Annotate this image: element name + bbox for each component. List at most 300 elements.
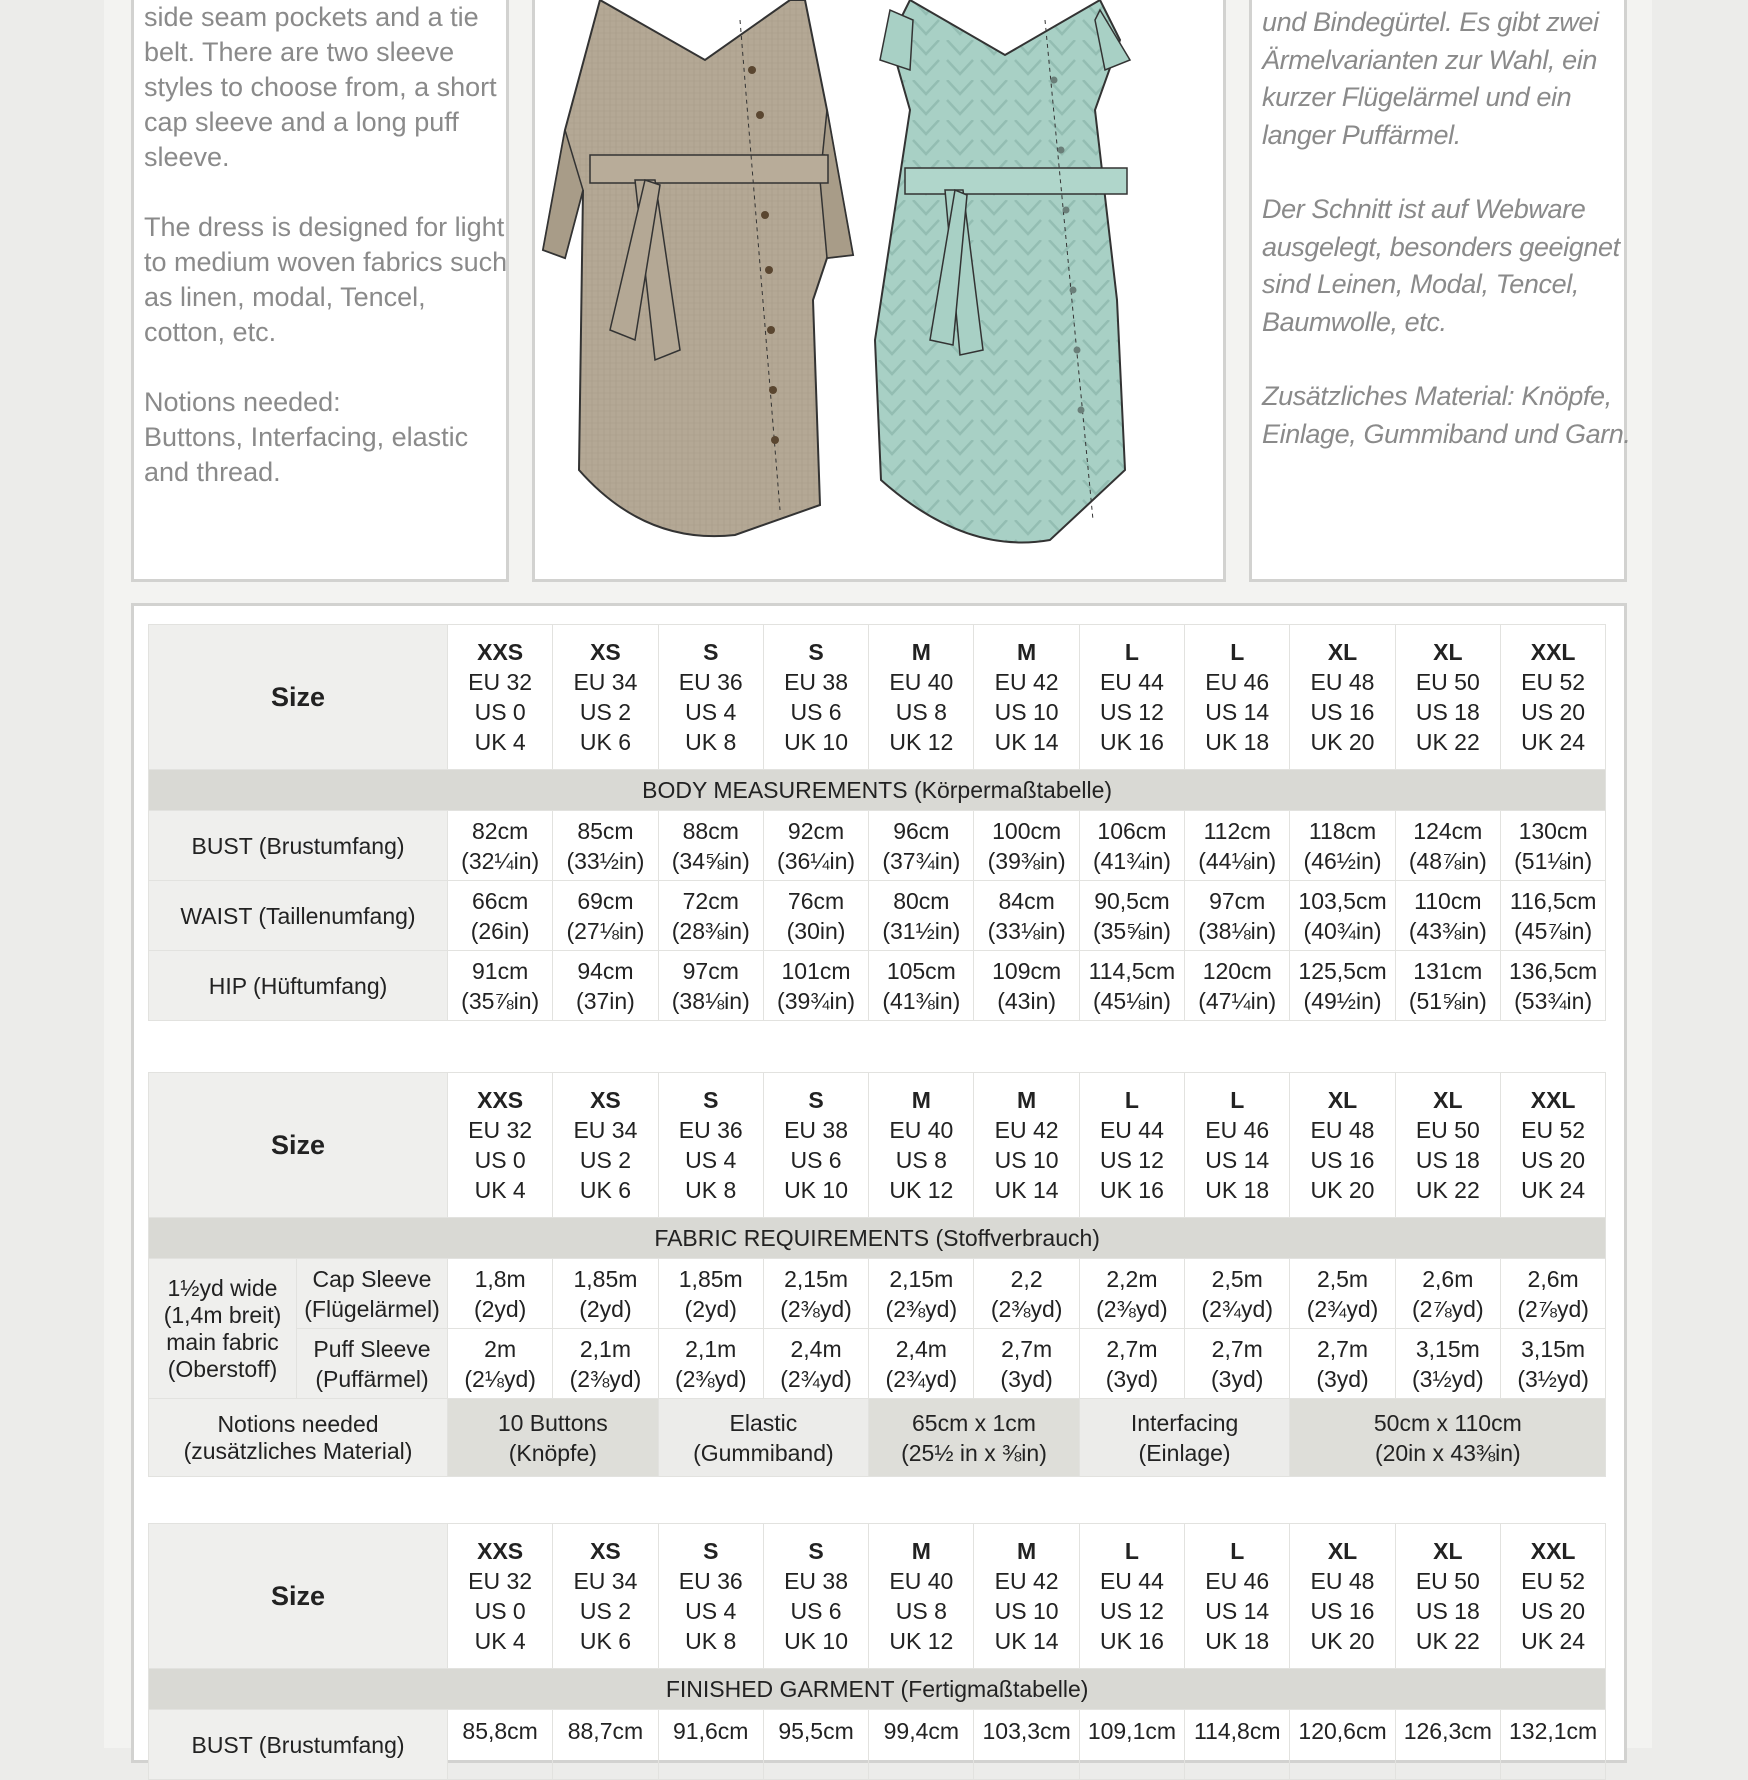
value-in: (47¼in) xyxy=(1198,987,1277,1014)
section-title: FABRIC REQUIREMENTS (Stoffverbrauch) xyxy=(149,1218,1606,1259)
measurement-row xyxy=(149,951,1606,1021)
value-yd: (2⅜yd) xyxy=(569,1365,642,1392)
intro-en-paragraph-3 xyxy=(144,385,512,490)
size-uk: UK 8 xyxy=(685,729,737,755)
notion-item xyxy=(1290,1399,1606,1477)
value-cm: 66cm xyxy=(472,887,529,914)
value-in: (35⅝in) xyxy=(1092,917,1171,944)
notions-row xyxy=(149,1399,1606,1477)
size-us: US 4 xyxy=(685,1598,737,1624)
measurement-cell xyxy=(1395,881,1500,951)
size-eu: EU 48 xyxy=(1310,1568,1375,1594)
size-uk: UK 10 xyxy=(784,1628,848,1654)
size-uk: UK 22 xyxy=(1415,1177,1480,1203)
size-us: US 6 xyxy=(790,1147,842,1173)
value-yd: (2¾yd) xyxy=(780,1365,852,1392)
value-cm: 120,6cm xyxy=(1298,1718,1387,1744)
size-us: US 14 xyxy=(1205,699,1270,725)
size-name: M xyxy=(1017,1087,1037,1113)
intro-en-notions-list: Buttons, Interfacing, elastic and thread. xyxy=(144,422,469,487)
size-name: M xyxy=(911,639,931,665)
size-column-9 xyxy=(1290,1524,1395,1669)
value-m: 2,1m xyxy=(579,1335,632,1362)
size-us: US 10 xyxy=(994,1147,1059,1173)
measurement-cell xyxy=(869,1710,974,1780)
intro-german-text xyxy=(1262,4,1632,453)
value-m: 1,85m xyxy=(573,1265,638,1292)
value-m: 2,4m xyxy=(895,1335,947,1362)
size-us: US 0 xyxy=(474,699,526,725)
size-name: S xyxy=(808,1087,824,1113)
measurement-cell xyxy=(974,881,1079,951)
size-eu: EU 40 xyxy=(889,1117,954,1143)
size-name: XL xyxy=(1433,639,1463,665)
value-m: 2,6m xyxy=(1422,1265,1474,1292)
size-eu: EU 36 xyxy=(678,669,743,695)
value-yd: (3yd) xyxy=(1211,1365,1264,1392)
row-label: BUST (Brustumfang) xyxy=(149,1710,448,1780)
main-fabric-label-line: 1½yd wide xyxy=(167,1274,278,1301)
main-fabric-label-line: (1,4m breit) xyxy=(163,1301,282,1328)
notions-label xyxy=(149,1399,448,1477)
size-uk: UK 22 xyxy=(1415,729,1480,755)
notions-label-line: Notions needed xyxy=(217,1410,379,1437)
measurement-cell xyxy=(553,951,658,1021)
value-yd: (3yd) xyxy=(1316,1365,1369,1392)
measurement-cell xyxy=(869,881,974,951)
fabric-cell xyxy=(1290,1329,1395,1399)
main-fabric-label-line: (Oberstoff) xyxy=(167,1355,278,1382)
long-sleeve-dress-illustration xyxy=(543,0,853,536)
notion-item-line: (Knöpfe) xyxy=(508,1439,597,1466)
size-name: XL xyxy=(1433,1087,1463,1113)
intro-en-notions-heading: Notions needed: xyxy=(144,387,341,417)
value-cm: 114,5cm xyxy=(1088,957,1176,984)
measurement-cell xyxy=(763,1710,868,1780)
size-name: M xyxy=(911,1538,931,1564)
fabric-cell xyxy=(1500,1329,1605,1399)
finished-garment-table xyxy=(148,1523,1606,1780)
size-us: US 14 xyxy=(1205,1598,1270,1624)
value-in: (39⅜in) xyxy=(987,847,1066,874)
size-name: S xyxy=(703,639,719,665)
fabric-cell xyxy=(448,1329,553,1399)
value-yd: (2⅞yd) xyxy=(1517,1295,1589,1322)
size-eu: EU 36 xyxy=(678,1568,743,1594)
value-cm: 91,6cm xyxy=(673,1718,749,1744)
value-in: (38⅛in) xyxy=(671,987,750,1014)
value-cm: 88cm xyxy=(682,817,739,844)
fabric-cell xyxy=(1395,1259,1500,1329)
size-name: L xyxy=(1230,1538,1245,1564)
measurement-cell xyxy=(658,811,763,881)
fabric-cell xyxy=(1185,1329,1290,1399)
value-cm: 110cm xyxy=(1414,887,1482,914)
size-header-row xyxy=(149,1524,1606,1669)
size-column-2 xyxy=(553,625,658,770)
size-name: XXS xyxy=(477,639,524,665)
value-cm: 82cm xyxy=(472,817,529,844)
size-us: US 2 xyxy=(579,699,632,725)
measurement-cell xyxy=(448,1710,553,1780)
notion-item xyxy=(1079,1399,1290,1477)
value-in: (34⅝in) xyxy=(671,847,750,874)
dress-illustrations xyxy=(535,0,1223,580)
value-cm: 132,1cm xyxy=(1509,1718,1598,1744)
size-column-4 xyxy=(763,1524,868,1669)
size-column-4 xyxy=(763,1073,868,1218)
size-name: M xyxy=(911,1087,931,1113)
measurement-cell xyxy=(1500,881,1605,951)
size-label: Size xyxy=(149,1524,448,1669)
size-us: US 10 xyxy=(994,1598,1059,1624)
value-m: 2,15m xyxy=(784,1265,848,1292)
value-cm: 85,8cm xyxy=(462,1718,538,1744)
value-cm: 69cm xyxy=(577,887,634,914)
value-in: (51⅝in) xyxy=(1408,987,1487,1014)
value-cm: 118cm xyxy=(1308,817,1377,844)
fabric-cell xyxy=(974,1329,1079,1399)
fabric-cell xyxy=(1079,1259,1184,1329)
value-m: 2,7m xyxy=(1211,1335,1263,1362)
size-us: US 16 xyxy=(1310,1598,1375,1624)
intro-en-paragraph-2: The dress is designed for light to medium woven fabrics such as linen, modal, Tencel, cotton, etc. xyxy=(144,212,508,347)
size-uk: UK 16 xyxy=(1099,1628,1164,1654)
size-column-6 xyxy=(974,1073,1079,1218)
value-yd: (3yd) xyxy=(1000,1365,1053,1392)
size-column-7 xyxy=(1079,1073,1184,1218)
value-cm: 126,3cm xyxy=(1403,1718,1492,1744)
value-in: (27⅛in) xyxy=(566,917,645,944)
value-in: (40¾in) xyxy=(1303,917,1382,944)
value-yd: (2yd) xyxy=(473,1295,527,1322)
value-m: 2,4m xyxy=(790,1335,842,1362)
value-yd: (2⅞yd) xyxy=(1412,1295,1484,1322)
value-cm: 76cm xyxy=(787,887,845,914)
value-in: (44⅛in) xyxy=(1198,847,1277,874)
size-eu: EU 50 xyxy=(1415,1568,1480,1594)
value-yd: (2¾yd) xyxy=(885,1365,958,1392)
size-us: US 6 xyxy=(790,699,842,725)
size-name: L xyxy=(1124,1538,1139,1564)
size-us: US 18 xyxy=(1415,1598,1480,1624)
measurement-row xyxy=(149,881,1606,951)
measurement-cell xyxy=(448,881,553,951)
measurement-cell xyxy=(553,1710,658,1780)
size-eu: EU 42 xyxy=(994,1568,1059,1594)
size-uk: UK 12 xyxy=(889,1628,954,1654)
value-yd: (2yd) xyxy=(579,1295,632,1322)
notion-item-line: 10 Buttons xyxy=(497,1409,608,1436)
value-yd: (3yd) xyxy=(1105,1365,1159,1392)
sleeve-label xyxy=(297,1259,448,1329)
fabric-cell xyxy=(658,1259,763,1329)
value-m: 2,7m xyxy=(1001,1335,1053,1362)
size-us: US 2 xyxy=(579,1147,632,1173)
value-m: 2,5m xyxy=(1316,1265,1369,1292)
measurement-cell xyxy=(1500,811,1605,881)
size-column-7 xyxy=(1079,1524,1184,1669)
value-cm: 103,5cm xyxy=(1298,887,1387,914)
measurement-cell xyxy=(1185,951,1290,1021)
size-name: M xyxy=(1017,639,1037,665)
size-name: L xyxy=(1230,639,1245,665)
value-yd: (2⅛yd) xyxy=(464,1365,536,1392)
measurement-cell xyxy=(1290,811,1395,881)
value-m: 3,15m xyxy=(1521,1335,1586,1362)
size-eu: EU 42 xyxy=(994,669,1059,695)
value-cm: 124cm xyxy=(1413,817,1483,844)
row-label: BUST (Brustumfang) xyxy=(149,811,448,881)
measurement-cell xyxy=(1500,951,1605,1021)
value-cm: 91cm xyxy=(472,957,529,984)
value-cm: 103,3cm xyxy=(982,1718,1071,1744)
size-us: US 8 xyxy=(895,1147,947,1173)
size-eu: EU 44 xyxy=(1099,669,1164,695)
size-column-5 xyxy=(869,1524,974,1669)
finished-row xyxy=(149,1710,1606,1780)
size-us: US 2 xyxy=(579,1598,632,1624)
value-m: 2,1m xyxy=(685,1335,737,1362)
value-in: (45⅞in) xyxy=(1514,917,1593,944)
size-uk: UK 20 xyxy=(1310,1628,1375,1654)
value-cm: 99,4cm xyxy=(883,1718,960,1744)
value-cm: 109cm xyxy=(992,957,1062,984)
value-in: (33⅛in) xyxy=(987,917,1066,944)
measurement-cell xyxy=(553,881,658,951)
measurement-cell xyxy=(553,811,658,881)
size-eu: EU 38 xyxy=(784,1117,848,1143)
value-m: 2,7m xyxy=(1316,1335,1369,1362)
size-us: US 16 xyxy=(1310,1147,1375,1173)
sleeve-label-line: (Puffärmel) xyxy=(315,1365,429,1392)
fabric-cell xyxy=(553,1259,658,1329)
size-us: US 12 xyxy=(1099,1598,1164,1624)
value-cm: 106cm xyxy=(1097,817,1167,844)
size-column-10 xyxy=(1395,625,1500,770)
fabric-cell xyxy=(1079,1329,1184,1399)
measurement-cell xyxy=(1185,1710,1290,1780)
size-column-3 xyxy=(658,625,763,770)
value-cm: 120cm xyxy=(1202,957,1272,984)
notions-label-line: (zusätzliches Material) xyxy=(183,1437,413,1464)
measurement-cell xyxy=(1079,1710,1184,1780)
size-column-7 xyxy=(1079,625,1184,770)
value-in: (48⅞in) xyxy=(1408,847,1487,874)
notion-item-line: Elastic xyxy=(729,1409,798,1436)
value-cm: 97cm xyxy=(682,957,739,984)
size-us: US 0 xyxy=(474,1147,526,1173)
size-name: XL xyxy=(1327,639,1358,665)
size-label: Size xyxy=(149,1073,448,1218)
value-yd: (2⅜yd) xyxy=(674,1365,747,1392)
value-m: 3,15m xyxy=(1415,1335,1480,1362)
size-uk: UK 18 xyxy=(1205,729,1270,755)
measurement-cell xyxy=(1079,811,1184,881)
fabric-cell xyxy=(869,1259,974,1329)
size-eu: EU 38 xyxy=(784,669,848,695)
value-yd: (2⅜yd) xyxy=(780,1295,852,1322)
section-band xyxy=(149,770,1606,811)
fabric-cell xyxy=(763,1329,868,1399)
value-cm: 97cm xyxy=(1209,887,1266,914)
size-us: US 18 xyxy=(1415,699,1480,725)
size-us: US 20 xyxy=(1521,1598,1586,1624)
value-cm: 112cm xyxy=(1203,817,1271,844)
size-name: XL xyxy=(1327,1087,1358,1113)
size-eu: EU 50 xyxy=(1415,1117,1480,1143)
size-us: US 0 xyxy=(474,1598,526,1624)
value-m: 2,2 xyxy=(1010,1265,1043,1292)
fabric-cell xyxy=(1185,1259,1290,1329)
size-name: S xyxy=(808,1538,824,1564)
sleeve-label-line: (Flügelärmel) xyxy=(304,1295,440,1322)
value-in: (37in) xyxy=(576,987,635,1014)
notion-item xyxy=(658,1399,869,1477)
size-column-6 xyxy=(974,1524,1079,1669)
value-cm: 125,5cm xyxy=(1298,957,1387,984)
measurement-cell xyxy=(974,951,1079,1021)
value-yd: (3½yd) xyxy=(1517,1365,1589,1392)
measurement-cell xyxy=(658,881,763,951)
size-name: XXL xyxy=(1530,639,1576,665)
size-name: XXL xyxy=(1530,1087,1576,1113)
value-in: (35⅞in) xyxy=(461,987,540,1014)
measurement-cell xyxy=(763,951,868,1021)
size-column-4 xyxy=(763,625,868,770)
size-name: XS xyxy=(590,639,621,665)
size-eu: EU 52 xyxy=(1521,1568,1586,1594)
value-yd: (2¾yd) xyxy=(1306,1295,1379,1322)
value-in: (28⅜in) xyxy=(671,917,750,944)
notion-item-line: (20in x 43⅜in) xyxy=(1374,1439,1521,1466)
value-yd: (2⅜yd) xyxy=(1096,1295,1168,1322)
section-title: BODY MEASUREMENTS (Körpermaßtabelle) xyxy=(149,770,1606,811)
fabric-cell xyxy=(974,1259,1079,1329)
size-name: XXL xyxy=(1530,1538,1576,1564)
size-uk: UK 10 xyxy=(784,1177,848,1203)
size-us: US 12 xyxy=(1099,1147,1164,1173)
intro-en-paragraph-1: side seam pockets and a tie belt. There are two sleeve styles to choose from, a short cap sleeve and a long puff sleeve. xyxy=(144,2,497,172)
value-m: 2,6m xyxy=(1527,1265,1579,1292)
value-cm: 92cm xyxy=(787,817,845,844)
notion-item-line: Interfacing xyxy=(1130,1409,1239,1436)
measurement-cell xyxy=(448,811,553,881)
measurement-cell xyxy=(974,1710,1079,1780)
size-eu: EU 46 xyxy=(1205,669,1270,695)
size-eu: EU 32 xyxy=(468,669,533,695)
size-uk: UK 10 xyxy=(784,729,848,755)
size-eu: EU 50 xyxy=(1415,669,1480,695)
size-eu: EU 44 xyxy=(1099,1568,1164,1594)
value-m: 2,2m xyxy=(1106,1265,1158,1292)
measurement-row xyxy=(149,811,1606,881)
value-cm: 96cm xyxy=(893,817,950,844)
size-uk: UK 6 xyxy=(579,1177,632,1203)
size-eu: EU 52 xyxy=(1521,1117,1586,1143)
size-eu: EU 32 xyxy=(468,1568,533,1594)
size-eu: EU 40 xyxy=(889,669,954,695)
value-in: (49½in) xyxy=(1303,987,1382,1014)
notion-item-line: (Einlage) xyxy=(1138,1439,1231,1466)
row-label: WAIST (Taillenumfang) xyxy=(149,881,448,951)
value-yd: (2¾yd) xyxy=(1201,1295,1274,1322)
value-yd: (3½yd) xyxy=(1412,1365,1484,1392)
size-uk: UK 14 xyxy=(994,1628,1059,1654)
measurement-cell xyxy=(974,811,1079,881)
size-us: US 20 xyxy=(1521,1147,1586,1173)
measurement-cell xyxy=(763,881,868,951)
measurement-cell xyxy=(1500,1710,1605,1780)
value-m: 2,5m xyxy=(1211,1265,1263,1292)
measurement-cell xyxy=(1185,881,1290,951)
size-name: XS xyxy=(590,1538,621,1564)
size-eu: EU 34 xyxy=(573,1117,638,1143)
size-uk: UK 14 xyxy=(994,1177,1059,1203)
measurement-cell xyxy=(1395,1710,1500,1780)
measurement-cell xyxy=(1395,811,1500,881)
fabric-cell xyxy=(553,1329,658,1399)
size-uk: UK 24 xyxy=(1521,729,1586,755)
value-in: (31½in) xyxy=(882,917,961,944)
value-cm: 131cm xyxy=(1413,957,1483,984)
value-in: (43in) xyxy=(997,987,1057,1014)
size-uk: UK 14 xyxy=(994,729,1059,755)
cap-sleeve-dress-illustration xyxy=(875,0,1130,543)
value-in: (43⅜in) xyxy=(1408,917,1487,944)
size-name: XXS xyxy=(477,1087,524,1113)
notion-item xyxy=(448,1399,659,1477)
value-cm: 95,5cm xyxy=(778,1718,854,1744)
size-name: L xyxy=(1124,639,1139,665)
size-us: US 14 xyxy=(1205,1147,1270,1173)
value-yd: (2⅜yd) xyxy=(990,1295,1063,1322)
value-cm: 101cm xyxy=(781,957,851,984)
size-uk: UK 12 xyxy=(889,729,954,755)
size-uk: UK 20 xyxy=(1310,1177,1375,1203)
size-name: XXS xyxy=(477,1538,524,1564)
value-m: 2m xyxy=(484,1335,517,1362)
size-us: US 16 xyxy=(1310,699,1375,725)
size-eu: EU 36 xyxy=(678,1117,743,1143)
measurement-cell xyxy=(1290,881,1395,951)
intro-de-paragraph-3: Zusätzliches Material: Knöpfe, Einlage, Gummiband und Garn. xyxy=(1262,381,1631,449)
size-eu: EU 48 xyxy=(1310,1117,1375,1143)
measurement-cell xyxy=(658,951,763,1021)
section-band xyxy=(149,1669,1606,1710)
fabric-cell xyxy=(763,1259,868,1329)
size-us: US 20 xyxy=(1521,699,1586,725)
value-in: (41¾in) xyxy=(1092,847,1171,874)
size-us: US 4 xyxy=(685,1147,737,1173)
size-us: US 6 xyxy=(790,1598,842,1624)
size-column-2 xyxy=(553,1524,658,1669)
size-eu: EU 32 xyxy=(468,1117,533,1143)
size-eu: EU 48 xyxy=(1310,669,1375,695)
fabric-row xyxy=(149,1329,1606,1399)
size-column-5 xyxy=(869,625,974,770)
size-column-1 xyxy=(448,1524,553,1669)
size-column-8 xyxy=(1185,1073,1290,1218)
measurement-cell xyxy=(1395,951,1500,1021)
size-name: S xyxy=(703,1087,719,1113)
value-in: (36¼in) xyxy=(777,847,856,874)
size-column-10 xyxy=(1395,1073,1500,1218)
sleeve-label-line: Cap Sleeve xyxy=(312,1265,432,1292)
size-uk: UK 6 xyxy=(579,729,632,755)
size-column-5 xyxy=(869,1073,974,1218)
section-title: FINISHED GARMENT (Fertigmaßtabelle) xyxy=(149,1669,1606,1710)
